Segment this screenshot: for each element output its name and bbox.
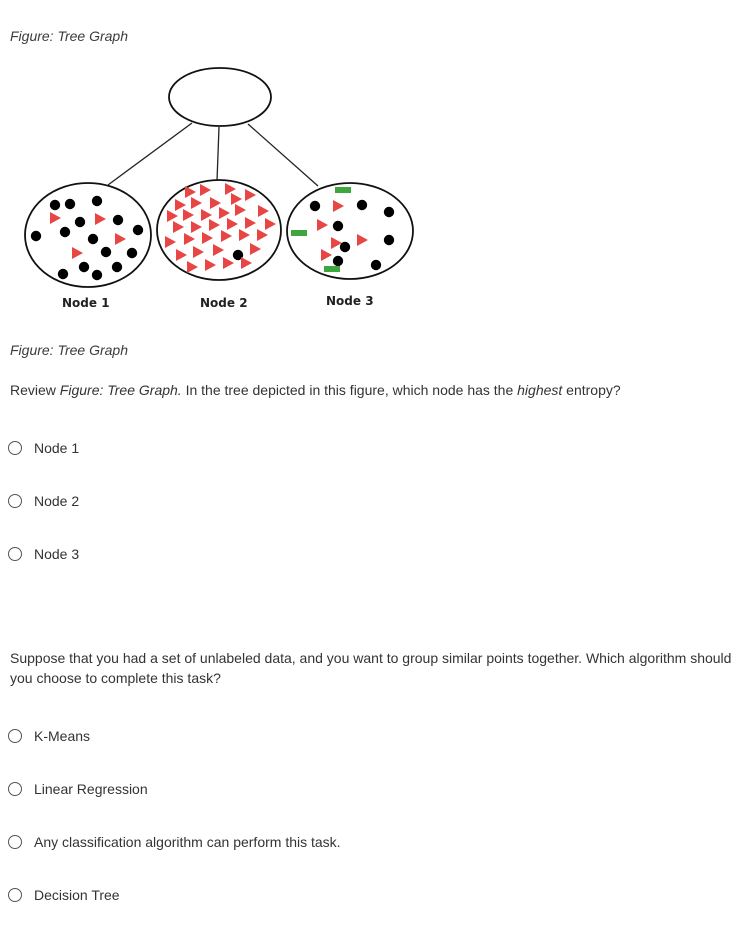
radio-button[interactable] xyxy=(8,782,22,796)
option-label: Any classification algorithm can perform this task. xyxy=(34,834,341,850)
node-1-point-dot xyxy=(50,200,60,210)
node-1-point-dot xyxy=(31,231,41,241)
node-3-point-dot xyxy=(357,200,367,210)
node-3-point-bar xyxy=(291,230,307,236)
option-label: Decision Tree xyxy=(34,887,120,903)
option-label: Node 1 xyxy=(34,440,80,456)
tree-edge-2 xyxy=(217,127,219,181)
node-1-point-dot xyxy=(60,227,70,237)
radio-button[interactable] xyxy=(8,729,22,743)
q2-option-any-classification[interactable] xyxy=(8,832,341,852)
radio-button[interactable] xyxy=(8,835,22,849)
figure-reference: Figure: Tree Graph. xyxy=(59,382,182,398)
node-1-point-dot xyxy=(75,217,85,227)
node-2-label: Node 2 xyxy=(200,296,248,310)
tree-graph-figure xyxy=(0,55,440,320)
option-label: K-Means xyxy=(34,728,91,744)
question-1-text: Review Figure: Tree Graph. In the tree depicted in this figure, which node has the highest entropy? xyxy=(10,382,621,398)
figure-caption-top: Figure: Tree Graph xyxy=(10,28,129,44)
node-1-point-dot xyxy=(92,270,102,280)
node-1-point-dot xyxy=(101,247,111,257)
node-3-point-dot xyxy=(310,201,320,211)
node-3-point-dot xyxy=(371,260,381,270)
radio-button[interactable] xyxy=(8,888,22,902)
option-label: Linear Regression xyxy=(34,781,148,797)
node-1-label: Node 1 xyxy=(62,296,110,310)
node-3-point-dot xyxy=(384,207,394,217)
node-3-point-dot xyxy=(384,235,394,245)
node-1-point-dot xyxy=(113,215,123,225)
node-1-point-dot xyxy=(65,199,75,209)
option-label: Node 3 xyxy=(34,546,80,562)
node-1-point-dot xyxy=(112,262,122,272)
node-1-point-dot xyxy=(58,269,68,279)
q2-option-k-means[interactable] xyxy=(8,726,90,746)
node-1-ellipse xyxy=(25,183,151,287)
question-2-text: Suppose that you had a set of unlabeled data, and you want to group similar points together. Which algorithm should you choose to complete this task? xyxy=(10,650,732,686)
node-1-point-dot xyxy=(79,262,89,272)
node-3-point-bar xyxy=(324,266,340,272)
node-1-point-dot xyxy=(133,225,143,235)
q1-option-node-1[interactable] xyxy=(8,438,79,458)
q2-option-decision-tree[interactable] xyxy=(8,885,120,905)
node-3-point-dot xyxy=(333,221,343,231)
radio-button[interactable] xyxy=(8,494,22,508)
node-1-point-dot xyxy=(92,196,102,206)
q1-option-node-2[interactable] xyxy=(8,491,79,511)
node-3-label: Node 3 xyxy=(326,294,374,308)
node-1-point-dot xyxy=(127,248,137,258)
q1-option-node-3[interactable] xyxy=(8,544,79,564)
tree-edge-3 xyxy=(248,124,318,186)
emphasis-highest: highest xyxy=(517,382,563,398)
option-label: Node 2 xyxy=(34,493,80,509)
node-3-point-dot xyxy=(340,242,350,252)
radio-button[interactable] xyxy=(8,547,22,561)
node-3-point-bar xyxy=(335,187,351,193)
node-3-point-dot xyxy=(333,256,343,266)
tree-edge-1 xyxy=(108,123,192,185)
radio-button[interactable] xyxy=(8,441,22,455)
figure-caption-bottom: Figure: Tree Graph xyxy=(10,342,129,358)
node-1-point-dot xyxy=(88,234,98,244)
q2-option-linear-regression[interactable] xyxy=(8,779,148,799)
root-node xyxy=(169,68,271,126)
